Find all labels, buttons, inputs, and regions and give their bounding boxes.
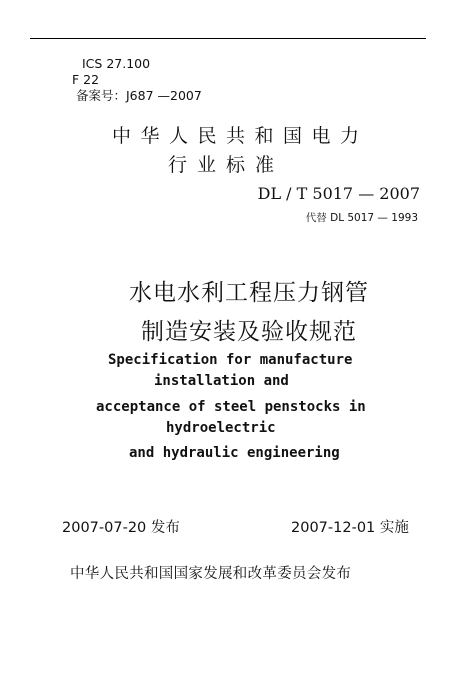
issuing-organization: 中华人民共和国电力 bbox=[112, 125, 369, 147]
chinese-title-line-1: 水电水利工程压力钢管 bbox=[129, 280, 369, 306]
chinese-title-line-2: 制造安装及验收规范 bbox=[141, 319, 357, 345]
english-title-line-2: installation and bbox=[154, 373, 289, 389]
english-title-line-5: and hydraulic engineering bbox=[129, 445, 340, 461]
top-divider bbox=[30, 38, 426, 39]
record-number: 备案号：J687 —2007 bbox=[76, 88, 202, 103]
ccs-code: F 22 bbox=[72, 72, 100, 87]
english-title-line-1: Specification for manufacture bbox=[108, 352, 353, 368]
standard-category: 行业标准 bbox=[168, 154, 285, 176]
publisher: 中华人民共和国国家发展和改革委员会发布 bbox=[70, 566, 352, 582]
effective-date: 2007-12-01 实施 bbox=[291, 520, 409, 536]
standard-number: DL / T 5017 — 2007 bbox=[257, 184, 420, 203]
issue-date: 2007-07-20 发布 bbox=[62, 520, 180, 536]
replaces-standard: 代替 DL 5017 — 1993 bbox=[305, 212, 418, 224]
english-title-line-4: hydroelectric bbox=[166, 420, 276, 436]
english-title-line-3: acceptance of steel penstocks in bbox=[96, 399, 366, 415]
ics-code: ICS 27.100 bbox=[82, 56, 151, 71]
